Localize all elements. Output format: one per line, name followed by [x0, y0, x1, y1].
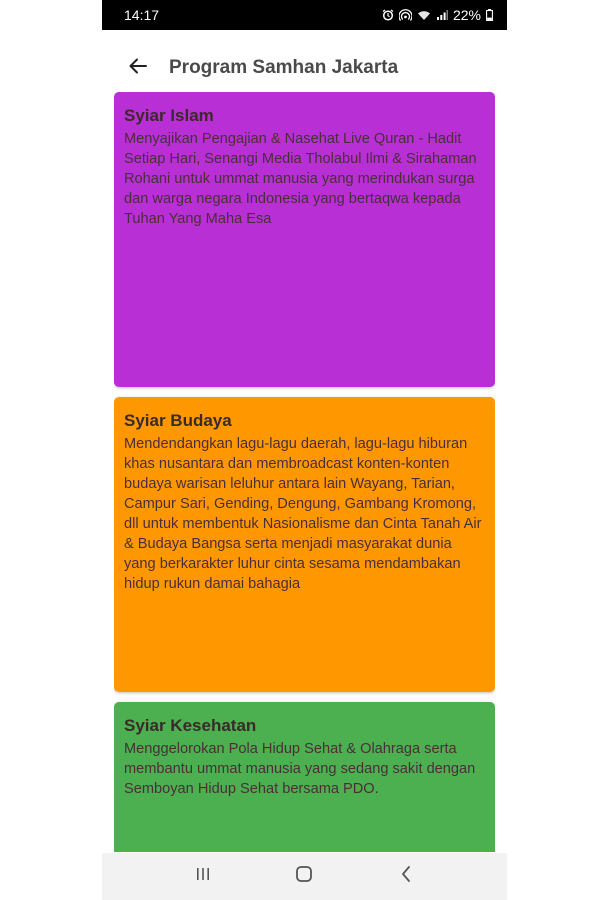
signal-icon — [436, 9, 448, 21]
system-nav-bar — [102, 853, 507, 900]
battery-text: 22% — [452, 7, 481, 23]
hotspot-icon — [399, 9, 412, 21]
battery-icon — [486, 9, 493, 21]
nav-back-button[interactable] — [391, 862, 421, 892]
phone-screen — [102, 0, 507, 900]
card-syiar-budaya[interactable] — [114, 397, 495, 692]
arrow-left-icon — [129, 58, 147, 79]
card-description: Menggelorokan Pola Hidup Sehat & Olahraga serta membantu ummat manusia yang sedang sakit dengan Semboyan Hidup Sehat bersama PDO. — [124, 741, 476, 797]
card-description: Mendendangkan lagu-lagu daerah, lagu-lagu hiburan khas nusantara dan membroadcast konten-konten budaya warisan leluhur antara lain Wayang, Tarian, Campur Sari, Gending, Dengung, Gambang Kromong, dll untuk membentuk Nasionalisme dan Cinta Tanah Air & Budaya Bangsa serta menjadi masyarakat dunia yang berkarakter luhur cinta sesama mendambakan hidup rukun damai bahagia — [124, 436, 482, 592]
recent-apps-icon — [195, 866, 211, 887]
card-title: Syiar Kesehatan — [124, 716, 257, 735]
status-icons — [382, 7, 493, 23]
program-list — [114, 92, 495, 852]
card-title: Syiar Islam — [124, 106, 214, 125]
back-button[interactable] — [126, 56, 150, 80]
alarm-icon — [382, 9, 394, 21]
page-title: Program Samhan Jakarta — [169, 57, 399, 78]
recent-apps-button[interactable] — [188, 862, 218, 892]
status-time: 14:17 — [124, 7, 160, 23]
chevron-left-icon — [400, 865, 412, 888]
card-title: Syiar Budaya — [124, 411, 232, 430]
app-bar — [102, 48, 507, 88]
status-bar — [102, 0, 507, 30]
wifi-icon — [417, 9, 431, 21]
card-description: Menyajikan Pengajian & Nasehat Live Quran - Hadit Setiap Hari, Senangi Media Tholabul Ilmi & Sirahaman Rohani untuk ummat manusia yang merindukan surga dan warga negara Indonesia yang bertaqwa kepada Tuhan Yang Maha Esa — [124, 131, 477, 227]
card-syiar-islam[interactable] — [114, 92, 495, 387]
home-button[interactable] — [289, 862, 319, 892]
card-syiar-kesehatan[interactable] — [114, 702, 495, 852]
home-icon — [295, 865, 313, 888]
